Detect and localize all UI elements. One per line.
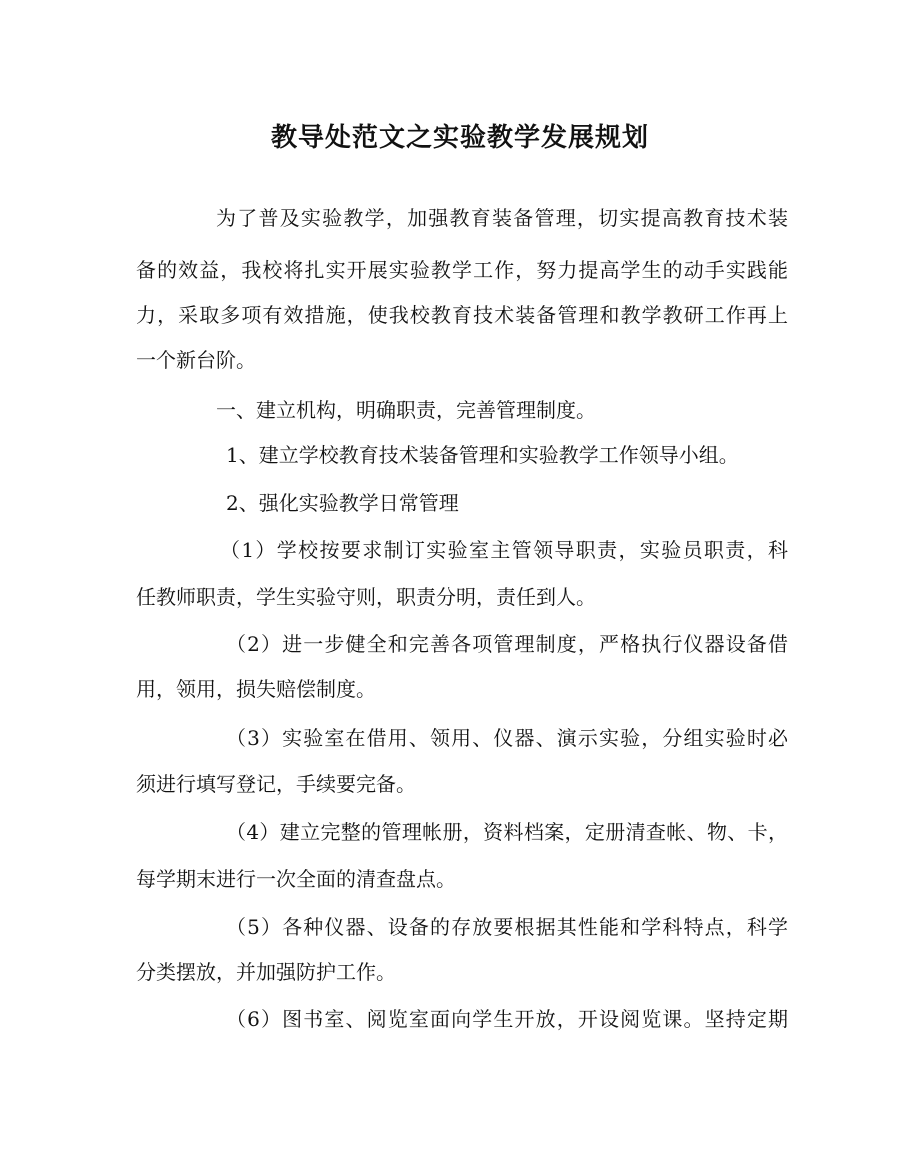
paragraph-line: 用，领用，损失赔偿制度。 [136,677,376,701]
paragraph-line: （2）进一步健全和完善各项管理制度，严格执行仪器设备借 [226,632,788,656]
paragraph-line: 为了普及实验教学，加强教育装备管理，切实提高教育技术装 [216,206,788,230]
paragraph-line: （3）实验室在借用、领用、仪器、演示实验，分组实验时必 [226,726,788,750]
paragraph-line: （5）各种仪器、设备的存放要根据其性能和学科特点，科学 [226,915,788,939]
paragraph-line: 任教师职责，学生实验守则，职责分明，责任到人。 [136,585,596,609]
section-heading: 一、建立机构，明确职责，完善管理制度。 [216,398,596,422]
list-item: 2、强化实验教学日常管理 [226,491,459,515]
paragraph-line: （1）学校按要求制订实验室主管领导职责，实验员职责，科 [220,538,788,562]
paragraph-line: 须进行填写登记，手续要完备。 [136,772,416,796]
paragraph-line: 备的效益，我校将扎实开展实验教学工作，努力提高学生的动手实践能 [136,258,788,282]
paragraph-line: 一个新台阶。 [136,348,256,372]
paragraph-line: （4）建立完整的管理帐册，资料档案，定册清查帐、物、卡， [226,820,788,844]
paragraph-line: 分类摆放，并加强防护工作。 [136,960,396,984]
paragraph-line: 每学期末进行一次全面的清查盘点。 [136,867,456,891]
list-item: 1、建立学校教育技术装备管理和实验教学工作领导小组。 [226,443,739,467]
page-title: 教导处范文之实验教学发展规划 [270,123,649,153]
paragraph-line: 力，采取多项有效措施，使我校教育技术装备管理和教学教研工作再上 [136,303,788,327]
paragraph-line: （6）图书室、阅览室面向学生开放，开设阅览课。坚持定期 [226,1007,788,1031]
